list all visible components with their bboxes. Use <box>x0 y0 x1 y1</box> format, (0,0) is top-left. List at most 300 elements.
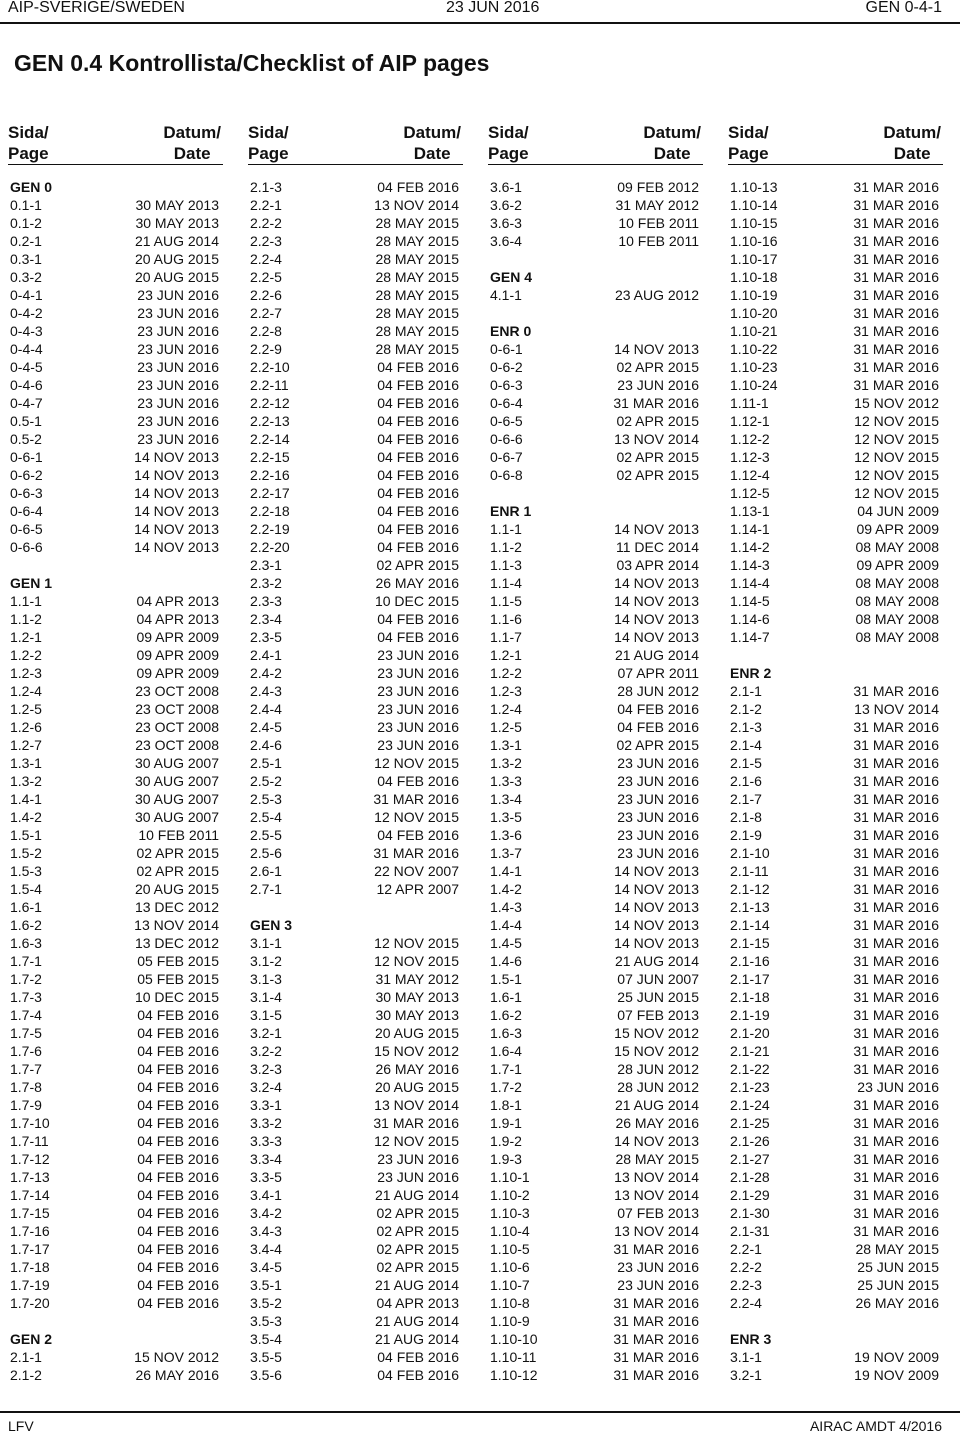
page-ref: 1.9-2 <box>490 1133 522 1149</box>
checklist-row <box>728 340 943 358</box>
checklist-row <box>248 1204 463 1222</box>
page-date: 02 APR 2015 <box>376 1259 459 1275</box>
checklist-row <box>488 232 703 250</box>
page-date: 23 JUN 2016 <box>137 323 219 339</box>
checklist-row <box>248 376 463 394</box>
checklist-row <box>248 304 463 322</box>
checklist-row <box>488 574 703 592</box>
page-ref: 0-6-5 <box>490 413 523 429</box>
checklist-row <box>728 790 943 808</box>
checklist-column <box>488 122 703 1384</box>
checklist-row <box>248 646 463 664</box>
page-date: 23 JUN 2016 <box>617 1259 699 1275</box>
checklist-row <box>728 538 943 556</box>
checklist-row <box>248 664 463 682</box>
page-date: 12 NOV 2015 <box>374 1133 459 1149</box>
section-heading <box>488 502 703 520</box>
page-ref: 1.6-3 <box>10 935 42 951</box>
checklist-row <box>488 898 703 916</box>
page-date: 07 FEB 2013 <box>617 1007 699 1023</box>
checklist-row <box>728 556 943 574</box>
column-header <box>248 122 463 164</box>
page-date: 04 FEB 2016 <box>377 413 459 429</box>
page-date: 04 FEB 2016 <box>377 773 459 789</box>
page-ref: 1.12-4 <box>730 467 770 483</box>
page-ref: 2.1-27 <box>730 1151 770 1167</box>
page-date: 12 NOV 2015 <box>854 431 939 447</box>
page-title: GEN 0.4 Kontrollista/Checklist of AIP pages <box>14 50 490 76</box>
page-ref: 2.4-3 <box>250 683 282 699</box>
page-ref: 1.4-4 <box>490 917 522 933</box>
checklist-row <box>248 484 463 502</box>
checklist-row <box>728 916 943 934</box>
checklist-row <box>248 952 463 970</box>
page-ref: ENR 2 <box>730 665 772 681</box>
date-label-sv: Datum/ <box>643 123 701 142</box>
checklist-row <box>488 286 703 304</box>
page-date: 15 NOV 2012 <box>374 1043 459 1059</box>
page-date: 04 FEB 2016 <box>377 827 459 843</box>
checklist-row <box>728 826 943 844</box>
page-date: 08 MAY 2008 <box>855 629 939 645</box>
page-date: 31 MAR 2016 <box>853 1025 939 1041</box>
page-ref: 1.1-2 <box>490 539 522 555</box>
page-ref: 0-4-5 <box>10 359 43 375</box>
page-ref: 1.10-17 <box>730 251 778 267</box>
document-title-header: AIP-SVERIGE/SWEDEN <box>8 0 185 16</box>
spacer <box>728 646 943 664</box>
page-ref: 2.1-9 <box>730 827 762 843</box>
page-date: 26 MAY 2016 <box>375 1061 459 1077</box>
page-ref: 1.14-4 <box>730 575 770 591</box>
checklist-row <box>728 898 943 916</box>
page-date: 10 FEB 2011 <box>138 827 219 843</box>
checklist-row <box>8 1366 223 1384</box>
page-ref: 2.2-4 <box>250 251 282 267</box>
page-ref: 1.9-3 <box>490 1151 522 1167</box>
page-date: 02 APR 2015 <box>616 413 699 429</box>
page-date: 21 AUG 2014 <box>614 1097 699 1113</box>
checklist-row <box>8 808 223 826</box>
page-ref: 2.4-4 <box>250 701 282 717</box>
page-ref: 0.1-1 <box>10 197 42 213</box>
page-ref: 1.7-6 <box>10 1043 42 1059</box>
page-date: 23 JUN 2016 <box>137 305 219 321</box>
page-ref: 1.14-5 <box>730 593 770 609</box>
page-date: 14 NOV 2013 <box>134 539 219 555</box>
page-date: 13 NOV 2014 <box>374 197 459 213</box>
page-ref: ENR 0 <box>490 323 532 339</box>
page-ref: 1.10-13 <box>730 179 778 195</box>
section-heading <box>8 1330 223 1348</box>
page-ref: 2.1-10 <box>730 845 770 861</box>
checklist-row <box>248 1294 463 1312</box>
page-date: 15 NOV 2012 <box>614 1043 699 1059</box>
page-date: 20 AUG 2015 <box>374 1025 459 1041</box>
checklist-row <box>8 952 223 970</box>
page-ref: 1.3-7 <box>490 845 522 861</box>
page-ref: 1.2-4 <box>490 701 522 717</box>
page-ref: 2.3-2 <box>250 575 282 591</box>
checklist-row <box>8 1096 223 1114</box>
section-heading <box>728 664 943 682</box>
page-date: 04 FEB 2016 <box>137 1079 219 1095</box>
page-ref: 1.10-14 <box>730 197 778 213</box>
page-date: 04 FEB 2016 <box>137 1187 219 1203</box>
page-ref: 1.6-2 <box>10 917 42 933</box>
page-ref: 1.10-4 <box>490 1223 530 1239</box>
page-ref: 1.7-9 <box>10 1097 42 1113</box>
page-ref: 1.1-6 <box>490 611 522 627</box>
page-ref: 2.5-2 <box>250 773 282 789</box>
page-ref: 1.3-5 <box>490 809 522 825</box>
page-ref: 3.4-3 <box>250 1223 282 1239</box>
checklist-row <box>728 1132 943 1150</box>
page-date: 30 AUG 2007 <box>134 773 219 789</box>
page-date: 31 MAR 2016 <box>853 341 939 357</box>
page-label-en: Page <box>728 144 769 163</box>
checklist-row <box>488 754 703 772</box>
page-ref: 2.3-5 <box>250 629 282 645</box>
checklist-row <box>248 1312 463 1330</box>
page-label-en: Page <box>488 144 529 163</box>
column-header <box>728 122 943 164</box>
checklist-row <box>488 880 703 898</box>
checklist-row <box>8 376 223 394</box>
page-ref: 1.1-1 <box>490 521 522 537</box>
checklist-row <box>728 952 943 970</box>
checklist-row <box>728 682 943 700</box>
page-ref: 2.1-7 <box>730 791 762 807</box>
page-date: 28 MAY 2015 <box>375 233 459 249</box>
page-ref: 2.3-1 <box>250 557 282 573</box>
checklist-row <box>488 196 703 214</box>
page-date: 12 NOV 2015 <box>854 467 939 483</box>
page-date: 28 MAY 2015 <box>375 269 459 285</box>
checklist-rows <box>728 178 943 1384</box>
page-date: 23 JUN 2016 <box>137 287 219 303</box>
page-ref: 0.3-2 <box>10 269 42 285</box>
page-ref: 1.10-23 <box>730 359 778 375</box>
page-date: 23 JUN 2016 <box>377 665 459 681</box>
checklist-row <box>728 844 943 862</box>
page-ref: 1.5-3 <box>10 863 42 879</box>
spacer <box>8 1312 223 1330</box>
page-date: 14 NOV 2013 <box>614 575 699 591</box>
checklist-row <box>488 376 703 394</box>
page-date: 31 MAR 2016 <box>853 179 939 195</box>
page-ref: ENR 1 <box>490 503 532 519</box>
page-date: 23 JUN 2016 <box>377 737 459 753</box>
page-date: 04 FEB 2016 <box>137 1061 219 1077</box>
page-date: 14 NOV 2013 <box>614 593 699 609</box>
page-date: 31 MAR 2016 <box>853 1097 939 1113</box>
page-date: 12 NOV 2015 <box>374 755 459 771</box>
checklist-row <box>8 1348 223 1366</box>
page-date: 15 NOV 2012 <box>134 1349 219 1365</box>
date-label-sv: Datum/ <box>883 123 941 142</box>
checklist-row <box>8 232 223 250</box>
page-date: 31 MAR 2016 <box>853 719 939 735</box>
checklist-row <box>488 1294 703 1312</box>
page-ref: 1.14-3 <box>730 557 770 573</box>
page-date: 23 JUN 2016 <box>137 413 219 429</box>
page-date: 14 NOV 2013 <box>134 485 219 501</box>
page-ref: 0-6-2 <box>10 467 43 483</box>
page-date: 23 JUN 2016 <box>137 377 219 393</box>
page-ref: 2.7-1 <box>250 881 282 897</box>
checklist-row <box>8 286 223 304</box>
page-date: 21 AUG 2014 <box>134 233 219 249</box>
checklist-row <box>488 340 703 358</box>
page-date: 14 NOV 2013 <box>134 467 219 483</box>
page-date: 13 NOV 2014 <box>374 1097 459 1113</box>
page-ref: ENR 3 <box>730 1331 772 1347</box>
page-ref: 0-4-3 <box>10 323 43 339</box>
page-ref: 2.1-26 <box>730 1133 770 1149</box>
checklist-row <box>728 1186 943 1204</box>
page-ref: 1.11-1 <box>730 395 769 411</box>
checklist-row <box>488 700 703 718</box>
page-ref: 2.2-2 <box>730 1259 762 1275</box>
page-date: 31 MAR 2016 <box>613 1331 699 1347</box>
checklist-row <box>728 304 943 322</box>
date-label-sv: Datum/ <box>403 123 461 142</box>
date-column-label <box>163 122 221 164</box>
checklist-row <box>248 358 463 376</box>
page-ref: 2.2-20 <box>250 539 290 555</box>
page-ref: 2.1-1 <box>730 683 762 699</box>
page-ref: 1.10-5 <box>490 1241 530 1257</box>
checklist-row <box>248 628 463 646</box>
page-ref: 2.2-15 <box>250 449 290 465</box>
page-ref: 1.10-15 <box>730 215 778 231</box>
checklist-row <box>488 1240 703 1258</box>
page-date: 04 FEB 2016 <box>377 1367 459 1383</box>
page-date: 04 FEB 2016 <box>137 1007 219 1023</box>
checklist-row <box>8 466 223 484</box>
page-date: 04 FEB 2016 <box>617 701 699 717</box>
page-date: 31 MAR 2016 <box>373 1115 459 1131</box>
checklist-row <box>8 1006 223 1024</box>
page-date: 13 NOV 2014 <box>614 1169 699 1185</box>
page-ref: 1.10-12 <box>490 1367 538 1383</box>
page-ref: 0-6-4 <box>490 395 523 411</box>
page-header <box>8 0 942 22</box>
page-date: 04 FEB 2016 <box>137 1151 219 1167</box>
checklist-row <box>8 880 223 898</box>
checklist-row <box>488 1132 703 1150</box>
page-date: 23 OCT 2008 <box>135 737 219 753</box>
page-date: 12 NOV 2015 <box>374 953 459 969</box>
checklist-row <box>8 916 223 934</box>
checklist-row <box>248 1330 463 1348</box>
page-ref: 1.7-11 <box>10 1133 49 1149</box>
page-date: 28 MAY 2015 <box>375 215 459 231</box>
checklist-row <box>728 592 943 610</box>
page-date: 13 NOV 2014 <box>134 917 219 933</box>
page-ref: 2.1-19 <box>730 1007 770 1023</box>
page-date: 12 NOV 2015 <box>374 809 459 825</box>
date-label-en: Date <box>413 144 451 163</box>
page-date: 28 MAY 2015 <box>375 251 459 267</box>
page-date: 07 FEB 2013 <box>617 1205 699 1221</box>
page-ref: 1.4-3 <box>490 899 522 915</box>
checklist-row <box>488 592 703 610</box>
checklist-row <box>8 1258 223 1276</box>
checklist-row <box>8 1222 223 1240</box>
page-ref: 0-6-1 <box>10 449 43 465</box>
checklist-row <box>248 1132 463 1150</box>
page-date: 31 MAR 2016 <box>853 323 939 339</box>
section-heading <box>248 916 463 934</box>
page-date: 04 FEB 2016 <box>377 449 459 465</box>
page-ref: 1.8-1 <box>490 1097 522 1113</box>
footer-publisher: LFV <box>8 1418 34 1434</box>
checklist-row <box>8 592 223 610</box>
checklist-row <box>8 1060 223 1078</box>
page-date: 23 AUG 2012 <box>614 287 699 303</box>
checklist-row <box>728 880 943 898</box>
page-date: 09 FEB 2012 <box>617 179 699 195</box>
page-ref: 3.4-1 <box>250 1187 282 1203</box>
spacer <box>8 556 223 574</box>
page-date: 30 MAY 2013 <box>135 215 219 231</box>
checklist-rows <box>248 178 463 1384</box>
page-ref: 3.2-2 <box>250 1043 282 1059</box>
page-ref: 0-6-3 <box>490 377 523 393</box>
checklist-column <box>248 122 463 1384</box>
checklist-row <box>248 1024 463 1042</box>
checklist-row <box>8 358 223 376</box>
page-ref: 1.12-2 <box>730 431 770 447</box>
spacer <box>488 250 703 268</box>
page-ref: 1.4-6 <box>490 953 522 969</box>
checklist-row <box>8 430 223 448</box>
page-date: 31 MAR 2016 <box>853 287 939 303</box>
page-date: 04 FEB 2016 <box>137 1223 219 1239</box>
page-date: 14 NOV 2013 <box>614 899 699 915</box>
column-header-rule <box>8 164 223 165</box>
page-date: 31 MAR 2016 <box>853 1223 939 1239</box>
page-date: 25 JUN 2015 <box>857 1277 939 1293</box>
page-date: 23 JUN 2016 <box>857 1079 939 1095</box>
date-column-label <box>883 122 941 164</box>
page-date: 28 JUN 2012 <box>617 1079 699 1095</box>
page-date: 28 JUN 2012 <box>617 683 699 699</box>
page-ref: 1.10-19 <box>730 287 778 303</box>
checklist-row <box>488 646 703 664</box>
page-ref: 1.12-3 <box>730 449 770 465</box>
checklist-row <box>8 304 223 322</box>
checklist-row <box>8 988 223 1006</box>
checklist-row <box>728 1024 943 1042</box>
page-date: 04 FEB 2016 <box>137 1115 219 1131</box>
checklist-row <box>248 880 463 898</box>
page-column-label <box>8 122 49 164</box>
page-label-en: Page <box>248 144 289 163</box>
page-ref: 3.1-1 <box>730 1349 762 1365</box>
page-date: 04 FEB 2016 <box>137 1097 219 1113</box>
page-date: 31 MAR 2016 <box>373 845 459 861</box>
page-date: 21 AUG 2014 <box>374 1313 459 1329</box>
checklist-row <box>248 988 463 1006</box>
checklist-row <box>488 988 703 1006</box>
page-date: 31 MAR 2016 <box>853 791 939 807</box>
page-date: 30 MAY 2013 <box>375 1007 459 1023</box>
page-date: 13 NOV 2014 <box>614 1223 699 1239</box>
column-header-rule <box>728 164 943 165</box>
page-ref: 2.1-31 <box>730 1223 770 1239</box>
page-ref: 2.1-28 <box>730 1169 770 1185</box>
page-date: 31 MAR 2016 <box>613 1295 699 1311</box>
checklist-row <box>8 520 223 538</box>
checklist-row <box>728 1006 943 1024</box>
checklist-row <box>488 772 703 790</box>
page-date: 05 FEB 2015 <box>137 953 219 969</box>
page-date: 31 MAR 2016 <box>853 773 939 789</box>
checklist-column <box>8 122 223 1384</box>
page-date: 04 FEB 2016 <box>137 1025 219 1041</box>
checklist-row <box>488 1150 703 1168</box>
page-ref: 2.2-8 <box>250 323 282 339</box>
page-date: 14 NOV 2013 <box>614 881 699 897</box>
page-date: 23 JUN 2016 <box>617 827 699 843</box>
page-ref: 0-6-6 <box>490 431 523 447</box>
page-label-en: Page <box>8 144 49 163</box>
checklist-row <box>488 628 703 646</box>
page-ref: 3.3-1 <box>250 1097 282 1113</box>
page-ref: 1.2-2 <box>10 647 42 663</box>
checklist-row <box>728 178 943 196</box>
page-ref: 3.5-2 <box>250 1295 282 1311</box>
page-date: 26 MAY 2016 <box>855 1295 939 1311</box>
page-date: 20 AUG 2015 <box>134 881 219 897</box>
page-ref: 3.4-2 <box>250 1205 282 1221</box>
checklist-row <box>728 1168 943 1186</box>
page-date: 13 NOV 2014 <box>614 431 699 447</box>
checklist-row <box>728 232 943 250</box>
page-date: 02 APR 2015 <box>376 557 459 573</box>
page-date: 23 JUN 2016 <box>377 719 459 735</box>
page-ref: 2.2-2 <box>250 215 282 231</box>
checklist-row <box>248 1222 463 1240</box>
page-date: 03 APR 2014 <box>616 557 699 573</box>
page-date: 31 MAR 2016 <box>853 269 939 285</box>
page-ref: GEN 4 <box>490 269 533 285</box>
page-ref: 1.1-4 <box>490 575 522 591</box>
page-ref: 2.1-21 <box>730 1043 770 1059</box>
page-ref: 1.6-4 <box>490 1043 522 1059</box>
page-date: 14 NOV 2013 <box>614 1133 699 1149</box>
checklist-row <box>728 628 943 646</box>
page-ref: 0-6-8 <box>490 467 523 483</box>
page-date: 23 JUN 2016 <box>137 395 219 411</box>
checklist-row <box>248 1258 463 1276</box>
page-ref: 1.10-16 <box>730 233 778 249</box>
page-date: 30 AUG 2007 <box>134 809 219 825</box>
page-ref: 1.1-7 <box>490 629 522 645</box>
checklist-row <box>248 430 463 448</box>
checklist-row <box>8 394 223 412</box>
page-ref: 2.1-5 <box>730 755 762 771</box>
checklist-row <box>248 826 463 844</box>
page-ref: 1.1-5 <box>490 593 522 609</box>
page-date: 14 NOV 2013 <box>614 341 699 357</box>
page-ref: 1.2-2 <box>490 665 522 681</box>
page-date: 04 FEB 2016 <box>377 377 459 393</box>
page-date: 31 MAR 2016 <box>853 1115 939 1131</box>
